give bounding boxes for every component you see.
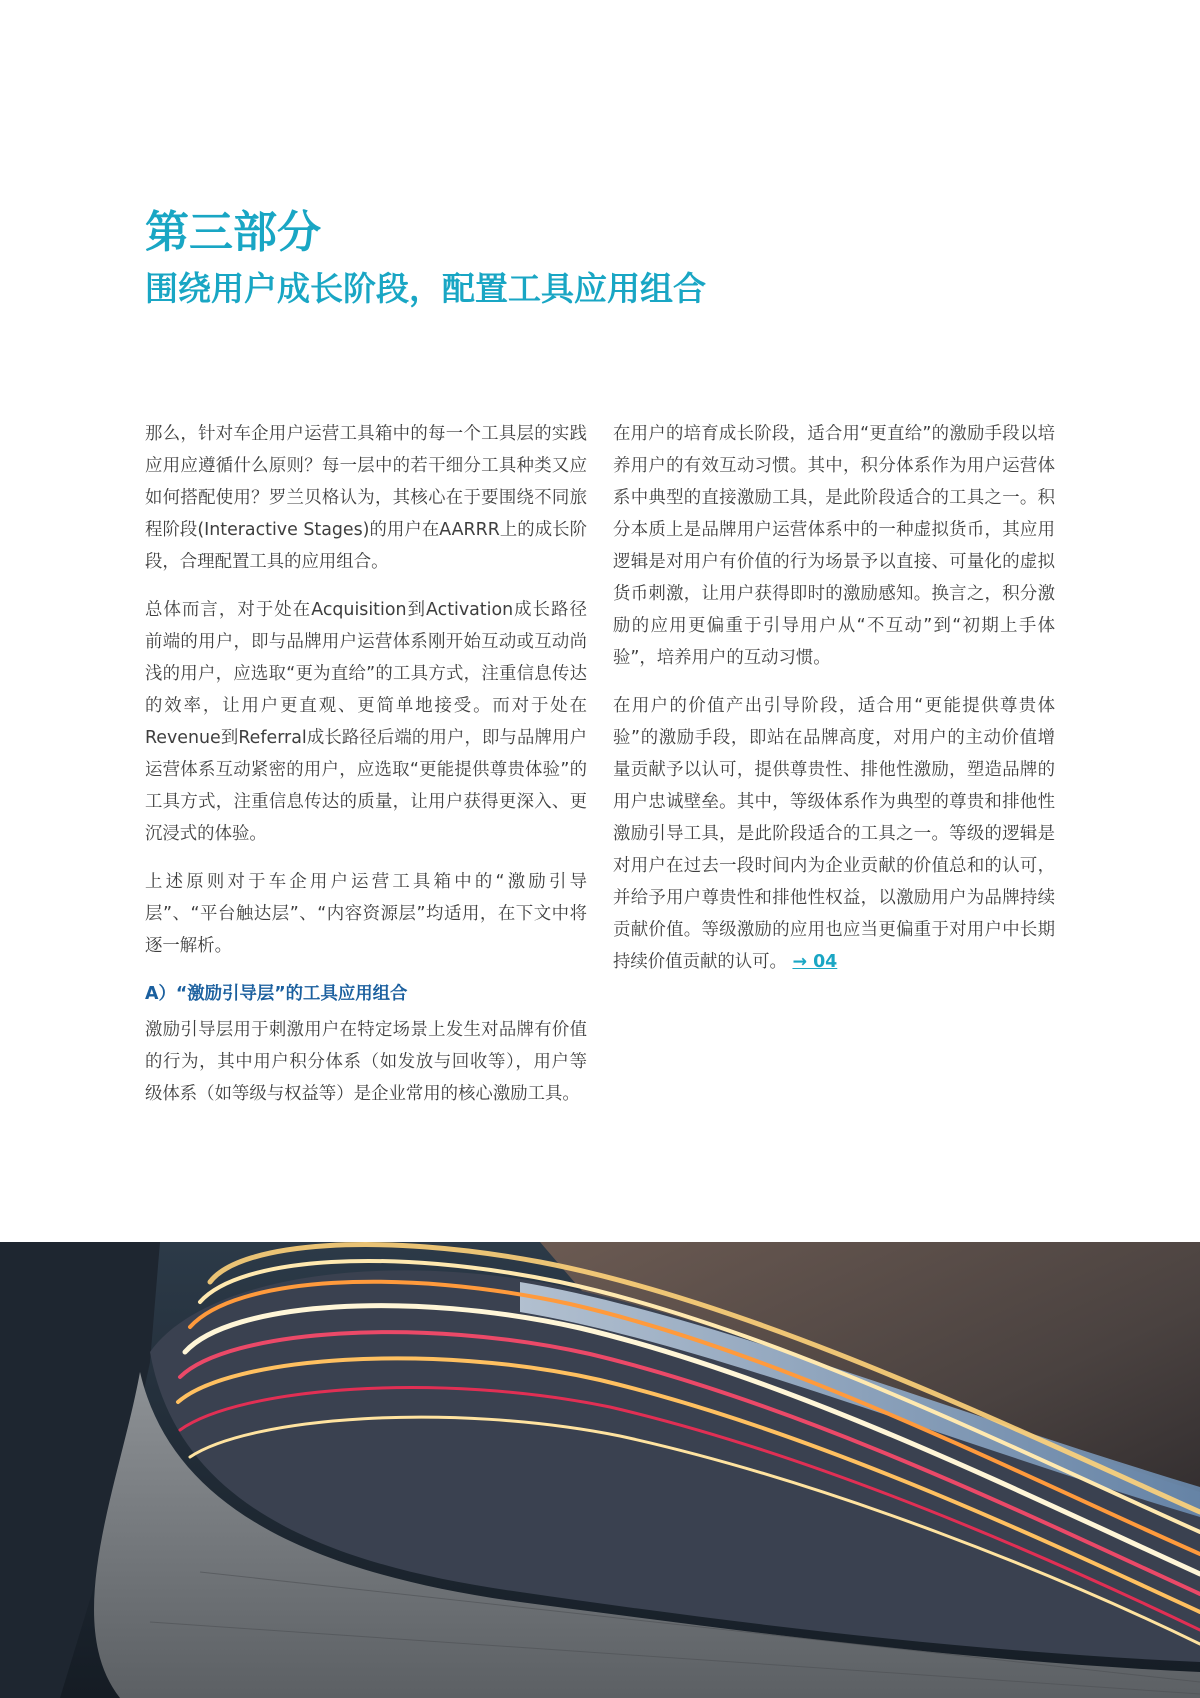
- paragraph: 总体而言，对于处在Acquisition到Activation成长路径前端的用户，即与品牌用户运营体系刚开始互动或互动尚浅的用户，应选取“更为直给”的工具方式，注重信息传达的效率，让用户更直观、更简单地接受。而对于处在Revenue到Referral成长路径后端的用户，即与品牌用户运营体系互动紧密的用户，应选取“更能提供尊贵体验”的工具方式，注重信息传达的质量，让用户获得更深入、更沉浸式的体验。: [145, 600, 587, 844]
- right-column: [613, 418, 1055, 994]
- road-light-trails-photo: [0, 1242, 1200, 1698]
- left-column: [145, 418, 587, 1126]
- paragraph: 在用户的培育成长阶段，适合用“更直给”的激励手段以培养用户的有效互动习惯。其中，积分体系作为用户运营体系中典型的直接激励工具，是此阶段适合的工具之一。积分本质上是品牌用户运营体系中的一种虚拟货币，其应用逻辑是对用户有价值的行为场景予以直接、可量化的虚拟货币刺激，让用户获得即时的激励感知。换言之，积分激励的应用更偏重于引导用户从“不互动”到“初期上手体验”，培养用户的互动习惯。: [613, 424, 1055, 668]
- paragraph-with-reference: [613, 690, 1055, 978]
- section-heading: A）“激励引导层”的工具应用组合: [145, 984, 408, 1004]
- page-header: [145, 205, 1045, 313]
- part-title: 第三部分: [145, 207, 321, 258]
- paragraph-text: 在用户的价值产出引导阶段，适合用“更能提供尊贵体验”的激励手段，即站在品牌高度，对用户的主动价值增量贡献予以认可，提供尊贵性、排他性激励，塑造品牌的用户忠诚壁垒。其中，等级体系作为典型的尊贵和排他性激励引导工具，是此阶段适合的工具之一。等级的逻辑是对用户在过去一段时间内为企业贡献的价值总和的认可，并给予用户尊贵性和排他性权益，以激励用户为品牌持续贡献价值。等级激励的应用也应当更偏重于对用户中长期持续价值贡献的认可。: [613, 696, 1055, 972]
- part-subtitle: 围绕用户成长阶段，配置工具应用组合: [145, 269, 706, 308]
- paragraph: 上述原则对于车企用户运营工具箱中的“激励引导层”、“平台触达层”、“内容资源层”均适用，在下文中将逐一解析。: [145, 872, 587, 956]
- reference-link-04[interactable]: → 04: [792, 952, 838, 972]
- paragraph: 激励引导层用于刺激用户在特定场景上发生对品牌有价值的行为，其中用户积分体系（如发放与回收等），用户等级体系（如等级与权益等）是企业常用的核心激励工具。: [145, 1020, 587, 1104]
- paragraph: 那么，针对车企用户运营工具箱中的每一个工具层的实践应用应遵循什么原则？每一层中的若干细分工具种类又应如何搭配使用？罗兰贝格认为，其核心在于要围绕不同旅程阶段(Interactive Stages)的用户在AARRR上的成长阶段，合理配置工具的应用组合。: [145, 424, 587, 572]
